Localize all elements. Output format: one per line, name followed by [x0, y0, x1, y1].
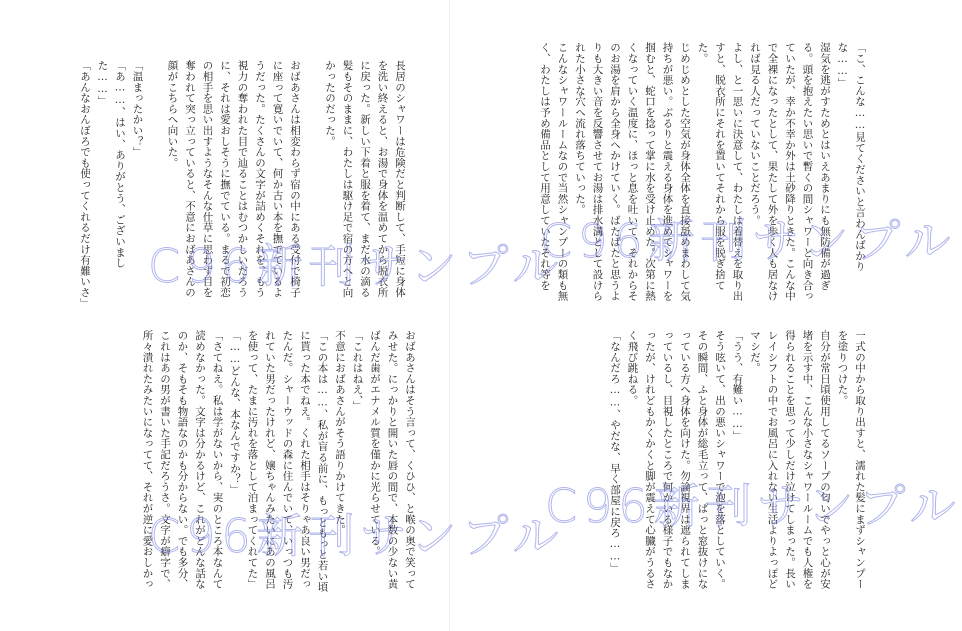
right-page — [450, 0, 900, 631]
sample-watermark: C96新刊サンプル — [540, 214, 957, 268]
left-page-bottom-text: おばあさんはそう言って、くひひ、と喉の奥で笑ってみせた。にっかりと開いた唇の間で、本数の少ない黄ばんだ歯がエナメル質を僅かに光らせている。 「これはねえ、」 不意におばあさんがそう語りかけてきた。 「この本は……、私が盲る前に、もっともっと若い頃に貰った本でねえ。くれた相手はそりゃあ良い男だったんだ。シャーウッドの森に住んでいて、いっつも汚れていた男だったけれど、嬢ちゃんみたいにあの風呂を使って、たまに汚れを落として泊まってくれてた」 「……どんな、本なんですか？」 「さてねえ。私は学がないから、実のところ本なんて読めなかった。文字は分かるけど、これがどんな話なのか、そもそも物語なのかも分からない。でも多分、これはあの男が書いた手記だろうさ。文字が癖字で、所々潰れたみたいになってて、それが逆に愛おしかっ — [141, 330, 416, 593]
sample-watermark: C96新刊サンプル — [148, 239, 565, 293]
sample-watermark: C96新刊サンプル — [545, 479, 962, 533]
left-page-top-text: 長居のシャワーは危険だと判断して、手短に身体を洗い終えると、お湯で身体を温めてから脱衣所に戻った。新しい下着と服を着て、まだ水の滴る髪もそのままに、わたしは駆け足で宿の方へと向かったのだった。 おばあさんは相変わらず宿の中にある受付で椅子に座って寛いでいて、何か古い本を撫でているようだった。たくさんの文字が詰めくそれを、もう視力の奪われた目で辿ることはむつかしいだろうに、それは愛おしそうに撫でている。まるで初恋の相手を思い出すようなそんな仕草に思わず目を奪われて突っ立っていると、不意におばあさんの顔がこちらへ向いた。 「温まったかい？」 「あ……、はい、ありがとう、ございました……」 「あんなおんぼろでも使ってくれるだけ有難いさ」 — [79, 60, 406, 309]
sample-watermark: C96新刊サンプル — [148, 509, 565, 563]
right-page-top-text: 「こ、こんな……見てくださいと言わんばかりな……」 湿気を逃がすためとはいえあまりにも無防備が過ぎる。頭を抱えたい思いで暫くの間シャワーと向き合っていたが、幸か不幸か外は土砂降りときた。こんな中で全裸になったとして、果たして外を歩く人も居なければ見る人だっていないことだろう。 よし、と一思いに決意して、わたしは着替えを取り出すと、脱衣所にそれを置いてそれから服を脱ぎ捨てた。 じめじめとした空気が身体全体を直接舐めまわして気持ちが悪い。ぶるりと震える身体を進めてシャワーを掴むと、蛇口を捻って掌に水を受け止めた。次第に熱くなっていく温度に、ほっと息を吐いて、それからそのお湯を肩から全身へかけていく。ばたばたと思うよりも大きい音を反響させてお湯は排水溝として設けられた小さな穴へ流れ落ちていった。 こんなシャワールームなので当然シャンプーの類も無く、わたしは予め備品として用意していたそれ等を — [539, 42, 866, 302]
right-page-bottom-text: 一式の中から取り出すと、濡れた髪にまずシャンプーを塗りつけた。 自分が常日頃使用してるソープの匂いでやっと心が安堵を示す中、こんな小さなシャワールームでも人権を得られることを思って少しだけ泣けてしまった。長いレイシフトの中でお風呂に入れない生活よりよっぽどマシだ。 「うう、有難い……」 そう呟いて、出の悪いシャワーで泡を落としていく。その瞬間、ふと身体が総毛立って、ぱっと窓抜けになっている方へ身体を向けた。勿論視界は遮られてしまっているし、目視したところで何かいる様子でもなかったが、けれどもかくかくと脚が震えて心臓がうるさく飛び跳ねる。 「なんだろ……、やだな、早く部屋に戻ろ……」 — [609, 330, 866, 590]
left-page — [0, 0, 450, 631]
